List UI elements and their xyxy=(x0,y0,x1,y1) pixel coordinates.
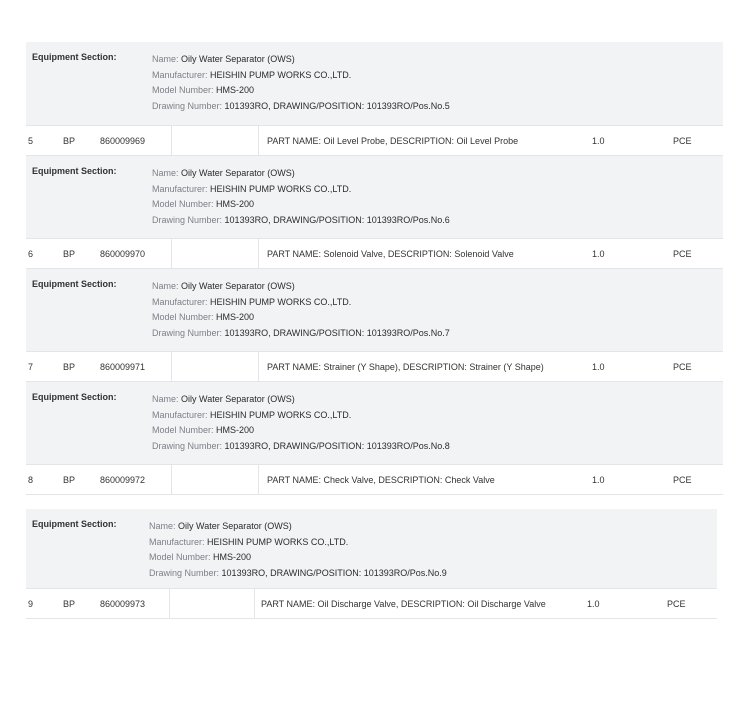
equipment-name: Oily Water Separator (OWS) xyxy=(181,394,295,404)
drawing-number-key: Drawing Number: xyxy=(152,214,223,225)
manufacturer-value: HEISHIN PUMP WORKS CO.,LTD. xyxy=(207,536,349,547)
equipment-section xyxy=(26,156,723,239)
equipment-section xyxy=(26,42,723,126)
drawing-number-value: 101393RO, DRAWING/POSITION: 101393RO/Pos.No.7 xyxy=(224,327,450,338)
row-description: PART NAME: Check Valve, DESCRIPTION: Check Valve xyxy=(267,474,495,485)
equipment-name: Oily Water Separator (OWS) xyxy=(181,281,295,291)
parts-table-a xyxy=(26,42,723,495)
drawing-number-value: 101393RO, DRAWING/POSITION: 101393RO/Pos.No.6 xyxy=(224,214,450,225)
equipment-info xyxy=(152,392,450,454)
row-description: PART NAME: Oil Discharge Valve, DESCRIPTION: Oil Discharge Valve xyxy=(261,598,546,609)
row-quantity: 1.0 xyxy=(592,474,605,485)
row-type: BP xyxy=(63,361,76,372)
manufacturer-key: Manufacturer: xyxy=(149,536,205,547)
equipment-info xyxy=(149,519,447,581)
equipment-name: Oily Water Separator (OWS) xyxy=(178,521,292,531)
row-code: 860009972 xyxy=(94,465,172,494)
table-row[interactable] xyxy=(26,239,723,269)
equipment-section-label: Equipment Section: xyxy=(32,392,117,402)
row-unit: PCE xyxy=(673,474,692,485)
row-type: BP xyxy=(63,598,76,609)
row-description: PART NAME: Strainer (Y Shape), DESCRIPTION: Strainer (Y Shape) xyxy=(267,361,544,372)
row-number: 7 xyxy=(28,361,34,372)
equipment-info xyxy=(152,279,450,341)
model-number-value: HMS-200 xyxy=(216,85,255,95)
drawing-number-value: 101393RO, DRAWING/POSITION: 101393RO/Pos.No.8 xyxy=(224,440,450,451)
name-key: Name: xyxy=(152,168,179,178)
equipment-section-label: Equipment Section: xyxy=(32,166,117,176)
table-row[interactable] xyxy=(26,352,723,382)
row-number: 5 xyxy=(28,135,34,146)
drawing-number-key: Drawing Number: xyxy=(152,100,223,111)
drawing-number-value: 101393RO, DRAWING/POSITION: 101393RO/Pos.No.5 xyxy=(224,100,450,111)
equipment-section xyxy=(26,269,723,352)
table-row[interactable] xyxy=(26,589,717,619)
model-number-key: Model Number: xyxy=(152,199,214,209)
row-unit: PCE xyxy=(673,361,692,372)
row-type: BP xyxy=(63,474,76,485)
model-number-value: HMS-200 xyxy=(216,312,255,322)
name-key: Name: xyxy=(149,521,176,531)
manufacturer-value: HEISHIN PUMP WORKS CO.,LTD. xyxy=(210,183,352,194)
row-code: 860009971 xyxy=(94,352,172,381)
model-number-key: Model Number: xyxy=(152,85,214,95)
manufacturer-value: HEISHIN PUMP WORKS CO.,LTD. xyxy=(210,296,352,307)
equipment-name: Oily Water Separator (OWS) xyxy=(181,54,295,64)
row-quantity: 1.0 xyxy=(592,135,605,146)
row-number: 8 xyxy=(28,474,34,485)
equipment-section xyxy=(26,382,723,465)
manufacturer-value: HEISHIN PUMP WORKS CO.,LTD. xyxy=(210,409,352,420)
model-number-key: Model Number: xyxy=(152,425,214,435)
row-unit: PCE xyxy=(667,598,686,609)
manufacturer-key: Manufacturer: xyxy=(152,296,208,307)
model-number-value: HMS-200 xyxy=(216,425,255,435)
name-key: Name: xyxy=(152,394,179,404)
row-quantity: 1.0 xyxy=(587,598,600,609)
equipment-section-label: Equipment Section: xyxy=(32,279,117,289)
equipment-info xyxy=(152,166,450,228)
row-extra xyxy=(172,239,259,268)
row-type: BP xyxy=(63,248,76,259)
table-row[interactable] xyxy=(26,126,723,156)
model-number-key: Model Number: xyxy=(149,552,211,562)
row-number: 6 xyxy=(28,248,34,259)
equipment-name: Oily Water Separator (OWS) xyxy=(181,168,295,178)
manufacturer-key: Manufacturer: xyxy=(152,409,208,420)
model-number-value: HMS-200 xyxy=(213,552,252,562)
row-code: 860009973 xyxy=(94,589,170,618)
row-description: PART NAME: Solenoid Valve, DESCRIPTION: Solenoid Valve xyxy=(267,248,514,259)
row-extra xyxy=(172,465,259,494)
drawing-number-value: 101393RO, DRAWING/POSITION: 101393RO/Pos.No.9 xyxy=(221,567,447,578)
equipment-info xyxy=(152,52,450,114)
manufacturer-key: Manufacturer: xyxy=(152,183,208,194)
model-number-value: HMS-200 xyxy=(216,199,255,209)
row-unit: PCE xyxy=(673,135,692,146)
row-number: 9 xyxy=(28,598,34,609)
equipment-section xyxy=(26,509,717,589)
name-key: Name: xyxy=(152,281,179,291)
equipment-section-label: Equipment Section: xyxy=(32,52,117,62)
drawing-number-key: Drawing Number: xyxy=(152,440,223,451)
parts-table-b xyxy=(26,509,717,619)
manufacturer-value: HEISHIN PUMP WORKS CO.,LTD. xyxy=(210,69,352,80)
row-code: 860009970 xyxy=(94,239,172,268)
row-description: PART NAME: Oil Level Probe, DESCRIPTION: Oil Level Probe xyxy=(267,135,519,146)
drawing-number-key: Drawing Number: xyxy=(149,567,220,578)
row-quantity: 1.0 xyxy=(592,248,605,259)
row-type: BP xyxy=(63,135,76,146)
row-extra xyxy=(170,589,255,618)
name-key: Name: xyxy=(152,54,179,64)
row-extra xyxy=(172,352,259,381)
equipment-section-label: Equipment Section: xyxy=(32,519,117,529)
drawing-number-key: Drawing Number: xyxy=(152,327,223,338)
row-extra xyxy=(172,126,259,155)
row-code: 860009969 xyxy=(94,126,172,155)
manufacturer-key: Manufacturer: xyxy=(152,69,208,80)
row-unit: PCE xyxy=(673,248,692,259)
model-number-key: Model Number: xyxy=(152,312,214,322)
table-row[interactable] xyxy=(26,465,723,495)
row-quantity: 1.0 xyxy=(592,361,605,372)
